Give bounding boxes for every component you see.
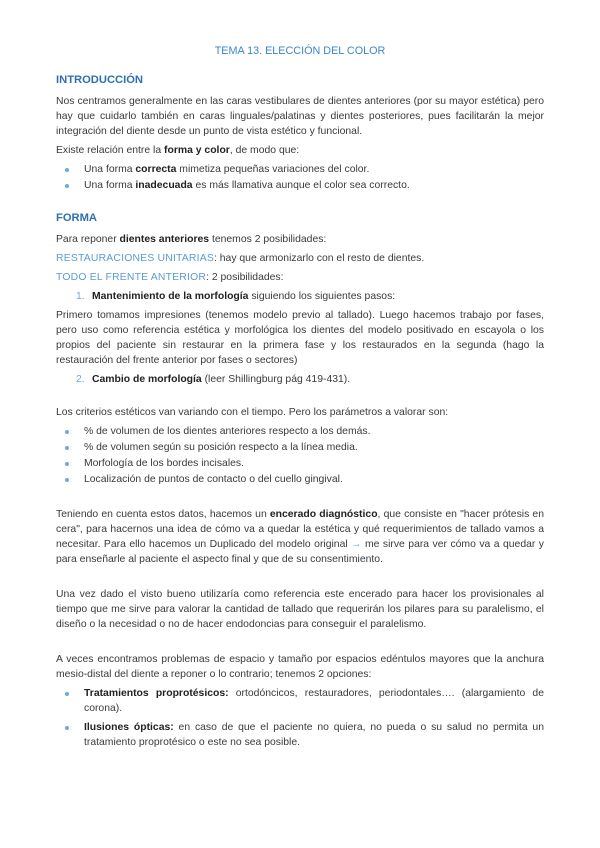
opciones-list <box>56 686 544 750</box>
section-heading-introduccion: INTRODUCCIÓN <box>56 74 144 86</box>
list-item: Morfología de los bordes incisales. <box>56 456 544 471</box>
list-item: Tratamientos proprotésicos: ortodóncicos, restauradores, periodontales…. (alargamiento de corona). <box>56 686 544 716</box>
problemas-paragraph: A veces encontramos problemas de espacio y tamaño por espacios edéntulos mayores que la anchura mesio-distal del diente a reponer o lo contrario; tenemos 2 opciones: <box>56 654 544 680</box>
bullet-icon <box>65 184 69 188</box>
steps-paragraph: Primero tomamos impresiones (tenemos modelo previo al tallado). Luego hacemos trabajo por fases, pero uso como referencia estética y morfológica los dientes del modelo positivado en escayola o los propios del paciente sin restaurar en la primera fase y los restaurados en la segunda (hago la restauración del frente anterior por fases o sectores) <box>56 310 544 366</box>
list-item: Localización de puntos de contacto o del cuello gingival. <box>56 472 544 487</box>
numbered-item-1: 1. Mantenimiento de la morfología siguiendo los siguientes pasos: <box>76 291 396 302</box>
restauraciones-unitarias-line: RESTAURACIONES UNITARIAS: hay que armonizarlo con el resto de dientes. <box>56 253 425 264</box>
list-item: % de volumen según su posición respecto a la línea media. <box>56 440 544 455</box>
visto-bueno-paragraph: Una vez dado el visto bueno utilizaría como referencia este encerado para hacer los provisionales al tiempo que me sirve para valorar la cantidad de tallado que requerirán los pilares para su paralelismo, el diseño o la necesidad o no de hacer endodoncias para conseguir el paralelismo. <box>56 589 544 630</box>
list-item: Una forma correcta mimetiza pequeñas variaciones del color. <box>56 162 544 177</box>
bullet-icon <box>65 168 69 172</box>
frente-anterior-line: TODO EL FRENTE ANTERIOR: 2 posibilidades: <box>56 272 284 283</box>
forma-color-list <box>56 162 544 193</box>
reponer-paragraph: Para reponer dientes anteriores tenemos 2 posibilidades: <box>56 234 327 245</box>
bullet-icon <box>65 462 69 466</box>
intro-paragraph: Nos centramos generalmente en las caras vestibulares de dientes anteriores (por su mayor estética) pero hay que cuidarlo también en caras linguales/palatinas y dientes posteriores, pues facilitarán la mejor integración del diente desde un punto de vista estético y funcional. <box>56 96 544 137</box>
criterios-paragraph: Los criterios estéticos van variando con el tiempo. Pero los parámetros a valorar son: <box>56 407 449 418</box>
bullet-icon <box>65 446 69 450</box>
encerado-paragraph: Teniendo en cuenta estos datos, hacemos un encerado diagnóstico, que consiste en "hacer prótesis en cera", para hacernos una idea de cómo va a quedar la estética y qué requerimientos de tallado vamos a necesitar. Para ello hacemos un Duplicado del modelo original → me sirve para ver cómo va a quedar y para enseñarle al paciente el aspecto final y que de su consentimiento. <box>56 509 545 565</box>
forma-color-paragraph: Existe relación entre la forma y color, de modo que: <box>56 145 300 156</box>
list-item: Una forma inadecuada es más llamativa aunque el color sea correcto. <box>56 178 544 193</box>
bullet-icon <box>65 430 69 434</box>
bullet-icon <box>65 726 69 730</box>
bullet-icon <box>65 692 69 696</box>
list-item: % de volumen de los dientes anteriores respecto a los demás. <box>56 424 544 439</box>
arrow-right-icon: → <box>351 539 362 550</box>
criterios-list <box>56 424 544 487</box>
section-heading-forma: FORMA <box>56 212 98 224</box>
page-title: TEMA 13. ELECCIÓN DEL COLOR <box>214 45 386 57</box>
numbered-item-2: 2. Cambio de morfología (leer Shillingburg pág 419-431). <box>76 374 351 385</box>
bullet-icon <box>65 478 69 482</box>
list-item: Ilusiones ópticas: en caso de que el paciente no quiera, no pueda o su salud no permita un tratamiento proprotésico o este no sea posible. <box>56 720 544 750</box>
